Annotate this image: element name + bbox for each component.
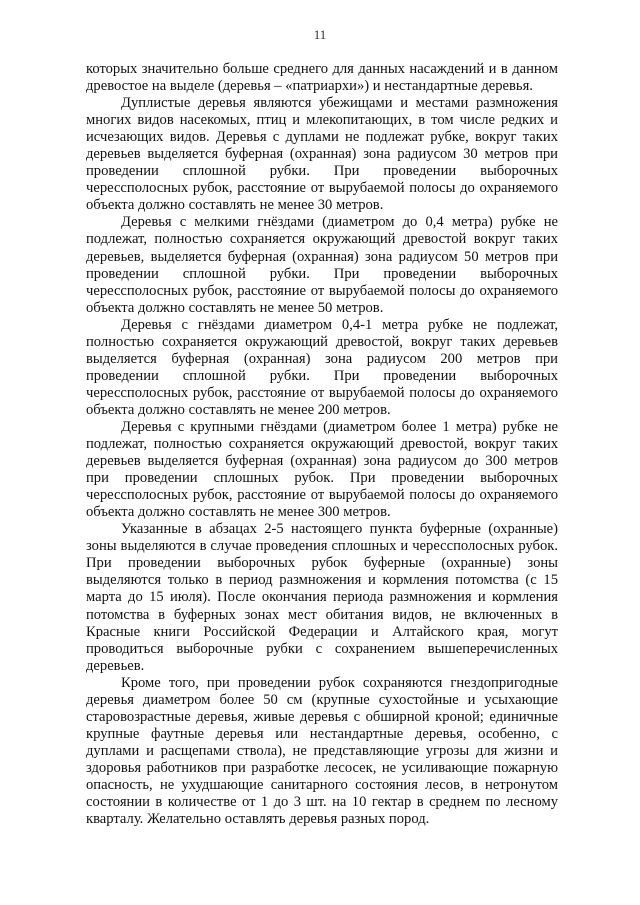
page-number: 11	[313, 27, 327, 42]
paragraph-continuation: которых значительно больше среднего для данных насаждений и в данном древостое на выделе (деревья – «патриархи») и нестандартные деревья.	[86, 61, 558, 95]
paragraph-nesting-trees: Кроме того, при проведении рубок сохраняются гнездопригодные деревья диаметром более 50 см (крупные сухостойные и усыхающие старовозрастные деревья, живые деревья с обширной кроной; единичные крупные фаутные деревья или нестандартные деревья, особенно, с дуплами и расщепами ствола), не представляющие угрозы для жизни и здоровья работников при разработке лесосек, не усиливающие пожарную опасность, не ухудшающие санитарного состояния лесов, в нетронутом состоянии в количестве от 1 до 3 шт. на 10 гектар в среднем по лесному кварталу. Желательно оставлять деревья разных пород.	[86, 674, 558, 828]
paragraph-buffer-zones: Указанные в абзацах 2-5 настоящего пункта буферные (охранные) зоны выделяются в случае проведения сплошных и черессполосных рубок. При проведении выборочных рубок буферные (охранные) зоны выделяются только в период размножения и кормления потомства (с 15 марта до 15 июля). После окончания периода размножения и кормления потомства в буферных зонах мест обитания видов, не включенных в Красные книги Российской Федерации и Алтайского края, могут проводиться выборочные рубки с сохранением вышеперечисленных деревьев.	[86, 521, 558, 674]
paragraph-medium-nests: Деревья с гнёздами диаметром 0,4-1 метра рубке не подлежат, полностью сохраняется окружающий древостой, вокруг таких деревьев выделяется буферная (охранная) зона радиусом 200 метров при проведении сплошной рубки. При проведении выборочных черессполосных рубок, расстояние от вырубаемой полосы до охраняемого объекта должно составлять не менее 200 метров.	[86, 316, 558, 418]
paragraph-hollow-trees: Дуплистые деревья являются убежищами и местами размножения многих видов насекомых, птиц и млекопитающих, в том числе редких и исчезающих видов. Деревья с дуплами не подлежат рубке, вокруг таких деревьев выделяется буферная (охранная) зона радиусом 30 метров при проведении сплошной рубки. При проведении выборочных черессполосных рубок, расстояние от вырубаемой полосы до охраняемого объекта должно составлять не менее 30 метров.	[86, 95, 558, 214]
paragraph-small-nests: Деревья с мелкими гнёздами (диаметром до 0,4 метра) рубке не подлежат, полностью сохраняется окружающий древостой вокруг таких деревьев, выделяется буферная (охранная) зона радиусом 50 метров при проведении сплошной рубки. При проведении выборочных черессполосных рубок, расстояние от вырубаемой полосы до охраняемого объекта должно составлять не менее 50 метров.	[86, 214, 558, 316]
document-body	[86, 61, 558, 828]
paragraph-large-nests: Деревья с крупными гнёздами (диаметром более 1 метра) рубке не подлежат, полностью сохраняется окружающий древостой, вокруг таких деревьев выделяется буферная (охранная) зона радиусом до 300 метров при проведении сплошных рубок. При проведении выборочных черессполосных рубок, расстояние от вырубаемой полосы до охраняемого объекта должно составлять не менее 300 метров.	[86, 418, 558, 521]
